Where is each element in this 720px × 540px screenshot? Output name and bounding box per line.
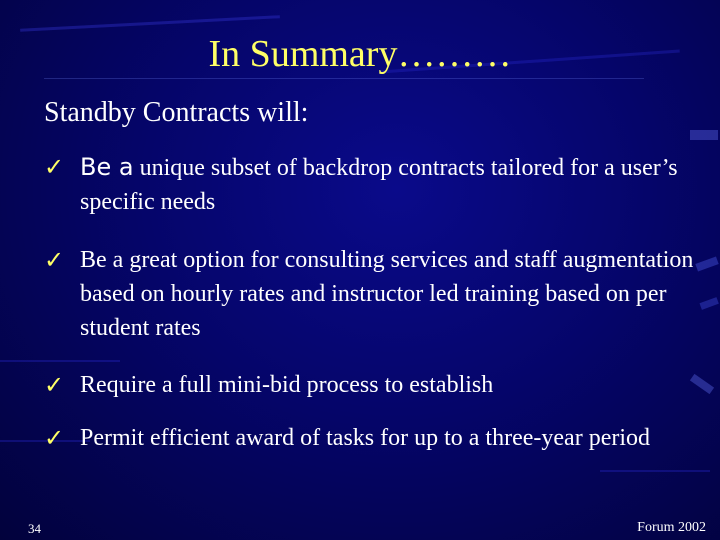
bullet-text: Permit efficient award of tasks for up to a three-year period [80, 425, 650, 451]
stripe [690, 130, 718, 140]
bullet-item [44, 421, 694, 455]
bullet-list [44, 150, 694, 455]
title-divider [44, 78, 644, 79]
bullet-item [44, 150, 694, 219]
bullet-text: unique subset of backdrop contracts tailored for a user’s specific needs [80, 155, 678, 215]
checkmark-icon: ✓ [44, 424, 65, 452]
stripe [20, 15, 280, 32]
bullet-text: Require a full mini-bid process to establish [80, 372, 494, 398]
bullet-lead-text: Be a [80, 153, 134, 181]
stripe [600, 470, 710, 472]
slide-title: In Summary……… [208, 33, 512, 75]
slide-subtitle: Standby Contracts will: [44, 97, 309, 128]
checkmark-icon: ✓ [44, 153, 65, 181]
slide-number: 34 [28, 521, 41, 536]
bullet-item [44, 243, 694, 345]
bullet-text: Be a great option for consulting services and staff augmentation based on hourly rates and instructor led training based on per student rates [80, 247, 694, 341]
footer-text: Forum 2002 [637, 520, 706, 535]
checkmark-icon: ✓ [44, 371, 65, 399]
checkmark-icon: ✓ [44, 246, 65, 274]
stripe [695, 256, 718, 271]
bullet-item [44, 368, 694, 402]
stripe [700, 297, 719, 310]
